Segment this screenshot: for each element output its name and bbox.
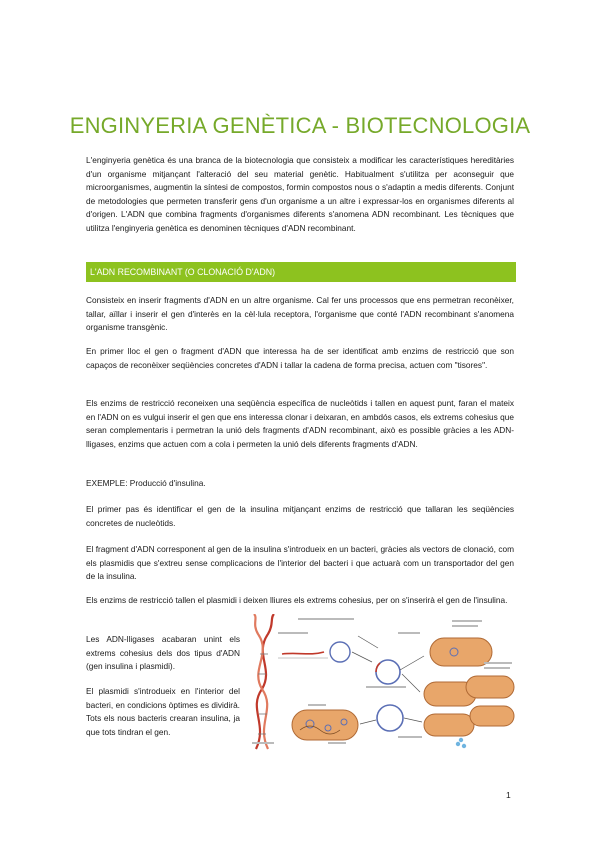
intro-paragraph: L'enginyeria genètica és una branca de la biotecnologia que consisteix a modificar les característiques hereditàries d'un organisme mitjançant l'alteració del seu material genètic. Habitualment s'utilitza per aconseguir que microorganismes, augmentin la síntesi de compostos, formin compostos nous o s'adaptin a medis diferents. Conjunt de metodologies que permeten transferir gens d'un organisme a un altre i expressar-los en organismes diferents al d'origen. L'ADN que combina fragments d'organismes diferents s'anomena ADN recombinant. Les tècniques que utilitza l'enginyeria genètica es denominen tècniques d'ADN recombinant. — [86, 155, 514, 233]
page-number: 1 — [506, 790, 511, 800]
process-arrows — [352, 636, 424, 724]
paragraph-2: En primer lloc el gen o fragment d'ADN que interessa ha de ser identificat amb enzims de restricció que son capaços de reconèixer seqüències concretes d'ADN i tallar la cadena de forma precisa, actuen com "tisores". — [86, 346, 514, 370]
paragraph-5: El fragment d'ADN corresponent al gen de la insulina s'introdueix en un bacteri, gràcies als vectors de clonació, com els plasmidis que s'extreu sense complicacions de l'interior del bacteri i que actuarà com un transportador del gen de la insulina. — [86, 544, 514, 581]
paragraph-3: Els enzims de restricció reconeixen una seqüència específica de nucleòtids i tallen en aquest punt, faran el mateix en l'ADN on es vulgui inserir el gen que ens interessa clonar i deixaran, en ambdós casos, els extrems cohesius que seran complementaris i permetran la unió dels fragments d'ADN recombinant, això es possible gràcies a les ADN-lligases, enzims que actuen com a cola i permeten la unió dels diferents fragments d'ADN. — [86, 398, 514, 449]
bacteria-group-icon — [424, 638, 514, 736]
section-heading: L'ADN RECOMBINANT (O CLONACIÓ D'ADN) — [86, 262, 516, 282]
plasmid-lower-icon — [377, 705, 403, 731]
bacterium-icon — [292, 710, 358, 740]
example-label: EXEMPLE: Producció d'insulina. — [86, 478, 206, 488]
page-title: ENGINYERIA GENÈTICA - BIOTECNOLOGIA — [69, 113, 531, 138]
dna-helix-icon — [254, 614, 274, 749]
plasmid-icon — [330, 642, 400, 684]
paragraph-8: El plasmidi s'introdueix en l'interior del bacteri, en condicions òptimes es dividirà. Tots els nous bacteris crearan insulina, ja que tots tindran el gen. — [86, 686, 240, 737]
paragraph-7: Les ADN-lligases acabaran unint els extrems cohesius dels dos tipus d'ADN (gen insulina i plasmidi). — [86, 634, 240, 671]
insulin-icon — [456, 738, 466, 748]
gene-fragment — [282, 652, 324, 654]
insulin-cloning-figure — [248, 614, 516, 752]
paragraph-1: Consisteix en inserir fragments d'ADN en un altre organisme. Cal fer uns processos que ens permetran reconèixer, tallar, aïllar i inserir el gen d'interès en la cèl·lula receptora, l'organisme que conté l'ADN recombinant s'anomena organisme transgènic. — [86, 295, 514, 332]
paragraph-4: El primer pas és identificar el gen de la insulina mitjançant enzims de restricció que tallaran les seqüències concretes de nucleòtids. — [86, 504, 514, 528]
paragraph-6: Els enzims de restricció tallen el plasmidi i deixen lliures els extrems cohesius, per on s'inserirà el gen de l'insulina. — [86, 595, 508, 605]
